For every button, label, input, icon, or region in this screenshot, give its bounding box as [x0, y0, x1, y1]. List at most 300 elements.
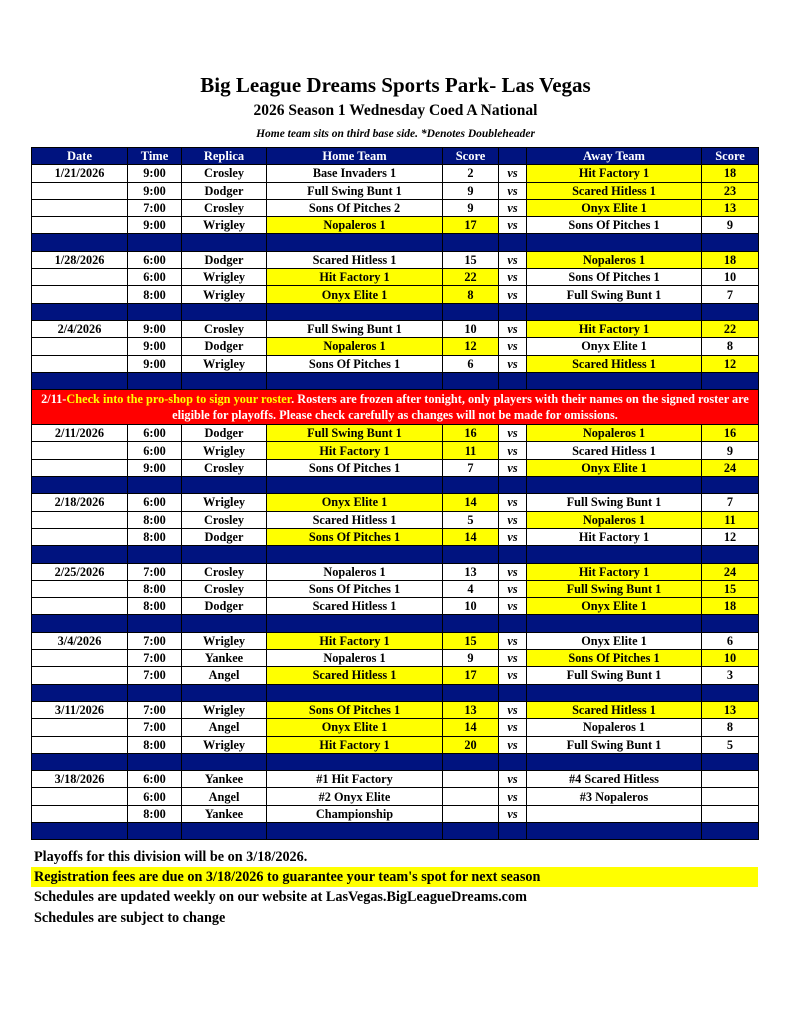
home-score [443, 788, 499, 805]
vs-label: vs [499, 494, 527, 511]
game-replica-field: Yankee [182, 771, 267, 788]
playoffs-note: Playoffs for this division will be on 3/18/2026. [34, 849, 308, 865]
game-replica-field: Dodger [182, 182, 267, 199]
change-note: Schedules are subject to change [34, 910, 226, 926]
vs-label: vs [499, 805, 527, 822]
home-score: 14 [443, 528, 499, 545]
home-team: Sons Of Pitches 1 [267, 580, 443, 597]
game-time: 9:00 [128, 182, 182, 199]
away-team: Nopaleros 1 [527, 511, 702, 528]
game-replica-field: Wrigley [182, 286, 267, 303]
game-replica-field: Crosley [182, 563, 267, 580]
game-time: 9:00 [128, 459, 182, 476]
home-team: Nopaleros 1 [267, 563, 443, 580]
home-score: 17 [443, 217, 499, 234]
game-replica-field: Dodger [182, 598, 267, 615]
away-score: 16 [702, 425, 759, 442]
game-date [32, 580, 128, 597]
col-header-date: Date [32, 148, 128, 165]
game-replica-field: Angel [182, 719, 267, 736]
away-score: 12 [702, 355, 759, 372]
week-separator-row [32, 822, 759, 839]
away-score: 8 [702, 338, 759, 355]
separator-cell [527, 615, 702, 632]
home-team: Full Swing Bunt 1 [267, 182, 443, 199]
game-replica-field: Angel [182, 788, 267, 805]
vs-label: vs [499, 182, 527, 199]
away-team: #4 Scared Hitless [527, 771, 702, 788]
game-date [32, 736, 128, 753]
game-time: 8:00 [128, 736, 182, 753]
page-title: Big League Dreams Sports Park- Las Vegas [200, 73, 591, 97]
game-date [32, 805, 128, 822]
vs-label: vs [499, 425, 527, 442]
away-team: Full Swing Bunt 1 [527, 286, 702, 303]
away-team: #3 Nopaleros [527, 788, 702, 805]
week-separator-row [32, 615, 759, 632]
home-score: 9 [443, 650, 499, 667]
away-team: Hit Factory 1 [527, 563, 702, 580]
game-time: 8:00 [128, 286, 182, 303]
away-score: 7 [702, 494, 759, 511]
game-row [32, 442, 759, 459]
home-score: 16 [443, 425, 499, 442]
game-replica-field: Crosley [182, 511, 267, 528]
home-team: Sons Of Pitches 2 [267, 199, 443, 216]
col-header-home-score: Score [443, 148, 499, 165]
game-time: 9:00 [128, 355, 182, 372]
away-score [702, 771, 759, 788]
separator-cell [128, 234, 182, 251]
separator-cell [527, 477, 702, 494]
game-row [32, 632, 759, 649]
game-row [32, 286, 759, 303]
vs-label: vs [499, 528, 527, 545]
separator-cell [128, 684, 182, 701]
game-date: 2/25/2026 [32, 563, 128, 580]
away-team: Scared Hitless 1 [527, 701, 702, 718]
away-team: Nopaleros 1 [527, 425, 702, 442]
game-time: 9:00 [128, 165, 182, 182]
separator-cell [702, 615, 759, 632]
home-team: Scared Hitless 1 [267, 598, 443, 615]
vs-label: vs [499, 286, 527, 303]
game-time: 6:00 [128, 771, 182, 788]
game-replica-field: Dodger [182, 338, 267, 355]
separator-cell [499, 372, 527, 389]
away-score: 24 [702, 563, 759, 580]
home-team: Sons Of Pitches 1 [267, 355, 443, 372]
separator-cell [267, 546, 443, 563]
game-time: 6:00 [128, 269, 182, 286]
separator-cell [499, 546, 527, 563]
away-team: Scared Hitless 1 [527, 182, 702, 199]
vs-label: vs [499, 701, 527, 718]
game-date [32, 269, 128, 286]
game-date [32, 719, 128, 736]
home-score: 9 [443, 199, 499, 216]
away-score: 7 [702, 286, 759, 303]
home-score: 11 [443, 442, 499, 459]
away-score: 12 [702, 528, 759, 545]
away-team: Full Swing Bunt 1 [527, 580, 702, 597]
game-replica-field: Dodger [182, 528, 267, 545]
game-row [32, 788, 759, 805]
vs-label: vs [499, 598, 527, 615]
separator-cell [443, 372, 499, 389]
game-date: 3/4/2026 [32, 632, 128, 649]
vs-label: vs [499, 251, 527, 268]
game-row [32, 182, 759, 199]
away-score: 24 [702, 459, 759, 476]
home-team: #1 Hit Factory [267, 771, 443, 788]
separator-cell [443, 234, 499, 251]
vs-label: vs [499, 580, 527, 597]
separator-cell [499, 615, 527, 632]
vs-label: vs [499, 511, 527, 528]
roster-notice [32, 390, 759, 425]
separator-cell [702, 753, 759, 770]
separator-cell [702, 822, 759, 839]
separator-cell [702, 684, 759, 701]
game-date: 2/4/2026 [32, 320, 128, 337]
home-team: Nopaleros 1 [267, 650, 443, 667]
game-date [32, 199, 128, 216]
home-score: 4 [443, 580, 499, 597]
separator-cell [128, 822, 182, 839]
roster-notice-row [32, 390, 759, 425]
home-score: 14 [443, 494, 499, 511]
separator-cell [128, 303, 182, 320]
game-time: 7:00 [128, 563, 182, 580]
col-header-away-team: Away Team [527, 148, 702, 165]
separator-cell [443, 303, 499, 320]
game-time: 9:00 [128, 217, 182, 234]
game-time: 7:00 [128, 650, 182, 667]
away-score: 9 [702, 442, 759, 459]
away-score: 18 [702, 165, 759, 182]
website-note: Schedules are updated weekly on our website at LasVegas.BigLeagueDreams.com [34, 889, 527, 905]
game-replica-field: Wrigley [182, 442, 267, 459]
home-team: Nopaleros 1 [267, 338, 443, 355]
home-score: 5 [443, 511, 499, 528]
away-team: Hit Factory 1 [527, 165, 702, 182]
game-date [32, 650, 128, 667]
game-time: 9:00 [128, 338, 182, 355]
separator-cell [32, 546, 128, 563]
col-header-home-team: Home Team [267, 148, 443, 165]
away-score: 10 [702, 269, 759, 286]
home-team: Hit Factory 1 [267, 442, 443, 459]
game-time: 6:00 [128, 494, 182, 511]
game-replica-field: Crosley [182, 199, 267, 216]
away-team: Nopaleros 1 [527, 251, 702, 268]
game-row [32, 511, 759, 528]
game-date [32, 788, 128, 805]
separator-cell [267, 477, 443, 494]
separator-cell [499, 753, 527, 770]
home-team: Sons Of Pitches 1 [267, 701, 443, 718]
home-team: Hit Factory 1 [267, 269, 443, 286]
separator-cell [128, 372, 182, 389]
away-team: Sons Of Pitches 1 [527, 269, 702, 286]
separator-cell [702, 546, 759, 563]
separator-cell [32, 615, 128, 632]
away-team: Onyx Elite 1 [527, 598, 702, 615]
vs-label: vs [499, 165, 527, 182]
away-team: Onyx Elite 1 [527, 338, 702, 355]
separator-cell [443, 477, 499, 494]
game-row [32, 494, 759, 511]
separator-cell [182, 684, 267, 701]
game-time: 8:00 [128, 805, 182, 822]
separator-cell [527, 234, 702, 251]
away-team: Sons Of Pitches 1 [527, 217, 702, 234]
home-score [443, 771, 499, 788]
separator-cell [499, 477, 527, 494]
away-score: 22 [702, 320, 759, 337]
page-subtitle: 2026 Season 1 Wednesday Coed A National [253, 102, 538, 119]
separator-cell [32, 684, 128, 701]
game-row [32, 165, 759, 182]
separator-cell [128, 615, 182, 632]
vs-label: vs [499, 199, 527, 216]
away-team: Scared Hitless 1 [527, 442, 702, 459]
separator-cell [527, 822, 702, 839]
game-replica-field: Yankee [182, 650, 267, 667]
home-team: Scared Hitless 1 [267, 667, 443, 684]
separator-cell [182, 303, 267, 320]
home-team: Scared Hitless 1 [267, 511, 443, 528]
vs-label: vs [499, 320, 527, 337]
game-date [32, 459, 128, 476]
game-row [32, 459, 759, 476]
home-team: Hit Factory 1 [267, 736, 443, 753]
game-replica-field: Wrigley [182, 355, 267, 372]
game-time: 8:00 [128, 528, 182, 545]
game-row [32, 563, 759, 580]
col-header-time: Time [128, 148, 182, 165]
vs-label: vs [499, 667, 527, 684]
away-score: 15 [702, 580, 759, 597]
game-replica-field: Wrigley [182, 632, 267, 649]
home-score: 15 [443, 632, 499, 649]
separator-cell [527, 372, 702, 389]
away-score: 8 [702, 719, 759, 736]
home-score: 7 [443, 459, 499, 476]
away-score: 10 [702, 650, 759, 667]
game-date: 3/18/2026 [32, 771, 128, 788]
away-score [702, 805, 759, 822]
separator-cell [32, 234, 128, 251]
separator-cell [32, 303, 128, 320]
separator-cell [702, 372, 759, 389]
home-team: Full Swing Bunt 1 [267, 320, 443, 337]
separator-cell [267, 372, 443, 389]
away-score: 9 [702, 217, 759, 234]
home-team: Onyx Elite 1 [267, 286, 443, 303]
game-replica-field: Dodger [182, 251, 267, 268]
away-score: 23 [702, 182, 759, 199]
week-separator-row [32, 303, 759, 320]
col-header-replica: Replica [182, 148, 267, 165]
away-score: 5 [702, 736, 759, 753]
home-score: 14 [443, 719, 499, 736]
game-date [32, 217, 128, 234]
separator-cell [499, 684, 527, 701]
game-replica-field: Dodger [182, 425, 267, 442]
game-row [32, 719, 759, 736]
game-time: 8:00 [128, 511, 182, 528]
home-score: 9 [443, 182, 499, 199]
home-score: 15 [443, 251, 499, 268]
separator-cell [527, 546, 702, 563]
separator-cell [32, 477, 128, 494]
game-time: 6:00 [128, 788, 182, 805]
separator-cell [128, 753, 182, 770]
game-time: 6:00 [128, 251, 182, 268]
game-time: 7:00 [128, 199, 182, 216]
game-row [32, 701, 759, 718]
game-time: 6:00 [128, 425, 182, 442]
separator-cell [267, 234, 443, 251]
game-date [32, 182, 128, 199]
game-time: 7:00 [128, 701, 182, 718]
separator-cell [499, 303, 527, 320]
game-row [32, 355, 759, 372]
separator-cell [267, 684, 443, 701]
separator-cell [702, 477, 759, 494]
col-header-away-score: Score [702, 148, 759, 165]
game-date [32, 338, 128, 355]
week-separator-row [32, 477, 759, 494]
week-separator-row [32, 546, 759, 563]
week-separator-row [32, 372, 759, 389]
separator-cell [443, 615, 499, 632]
away-score: 13 [702, 701, 759, 718]
away-score [702, 788, 759, 805]
game-row [32, 598, 759, 615]
separator-cell [499, 234, 527, 251]
game-row [32, 425, 759, 442]
game-row [32, 736, 759, 753]
game-replica-field: Yankee [182, 805, 267, 822]
game-time: 7:00 [128, 719, 182, 736]
game-date [32, 667, 128, 684]
separator-cell [32, 753, 128, 770]
home-score: 12 [443, 338, 499, 355]
away-team: Onyx Elite 1 [527, 459, 702, 476]
separator-cell [443, 753, 499, 770]
home-team: Hit Factory 1 [267, 632, 443, 649]
week-separator-row [32, 753, 759, 770]
home-team: Championship [267, 805, 443, 822]
separator-cell [267, 303, 443, 320]
game-row [32, 338, 759, 355]
away-team: Full Swing Bunt 1 [527, 736, 702, 753]
home-score: 13 [443, 701, 499, 718]
game-date: 2/18/2026 [32, 494, 128, 511]
game-replica-field: Crosley [182, 165, 267, 182]
game-replica-field: Wrigley [182, 494, 267, 511]
home-team: Base Invaders 1 [267, 165, 443, 182]
game-date [32, 511, 128, 528]
separator-cell [702, 234, 759, 251]
separator-cell [443, 546, 499, 563]
away-score: 18 [702, 598, 759, 615]
separator-cell [128, 477, 182, 494]
game-row [32, 199, 759, 216]
vs-label: vs [499, 788, 527, 805]
game-row [32, 580, 759, 597]
game-date: 1/21/2026 [32, 165, 128, 182]
game-replica-field: Wrigley [182, 701, 267, 718]
game-replica-field: Crosley [182, 459, 267, 476]
away-team: Full Swing Bunt 1 [527, 494, 702, 511]
home-team: Sons Of Pitches 1 [267, 528, 443, 545]
home-score: 10 [443, 598, 499, 615]
game-date [32, 355, 128, 372]
home-score: 6 [443, 355, 499, 372]
notice-date-prefix: 2/11- [41, 392, 67, 407]
home-score [443, 805, 499, 822]
game-time: 6:00 [128, 442, 182, 459]
notice-highlight: Check into the pro-shop to sign your roster [66, 392, 292, 407]
separator-cell [32, 372, 128, 389]
separator-cell [267, 615, 443, 632]
game-replica-field: Crosley [182, 580, 267, 597]
separator-cell [267, 822, 443, 839]
separator-cell [128, 546, 182, 563]
game-row [32, 667, 759, 684]
away-score: 18 [702, 251, 759, 268]
away-team: Scared Hitless 1 [527, 355, 702, 372]
home-team: Scared Hitless 1 [267, 251, 443, 268]
separator-cell [527, 303, 702, 320]
vs-label: vs [499, 771, 527, 788]
away-team: Nopaleros 1 [527, 719, 702, 736]
game-date: 2/11/2026 [32, 425, 128, 442]
game-time: 8:00 [128, 598, 182, 615]
separator-cell [182, 234, 267, 251]
game-date: 3/11/2026 [32, 701, 128, 718]
separator-cell [182, 546, 267, 563]
separator-cell [267, 753, 443, 770]
separator-cell [499, 822, 527, 839]
away-team: Full Swing Bunt 1 [527, 667, 702, 684]
game-time: 9:00 [128, 320, 182, 337]
separator-cell [702, 303, 759, 320]
game-row [32, 251, 759, 268]
table-header-row [32, 148, 759, 165]
game-time: 7:00 [128, 632, 182, 649]
vs-label: vs [499, 355, 527, 372]
away-team: Hit Factory 1 [527, 320, 702, 337]
game-replica-field: Angel [182, 667, 267, 684]
separator-cell [32, 822, 128, 839]
away-team: Onyx Elite 1 [527, 632, 702, 649]
away-score: 13 [702, 199, 759, 216]
home-score: 13 [443, 563, 499, 580]
away-score: 6 [702, 632, 759, 649]
separator-cell [182, 753, 267, 770]
game-date [32, 598, 128, 615]
registration-note: Registration fees are due on 3/18/2026 to guarantee your team's spot for next season [31, 867, 758, 887]
separator-cell [527, 753, 702, 770]
week-separator-row [32, 234, 759, 251]
away-team: Hit Factory 1 [527, 528, 702, 545]
separator-cell [443, 822, 499, 839]
